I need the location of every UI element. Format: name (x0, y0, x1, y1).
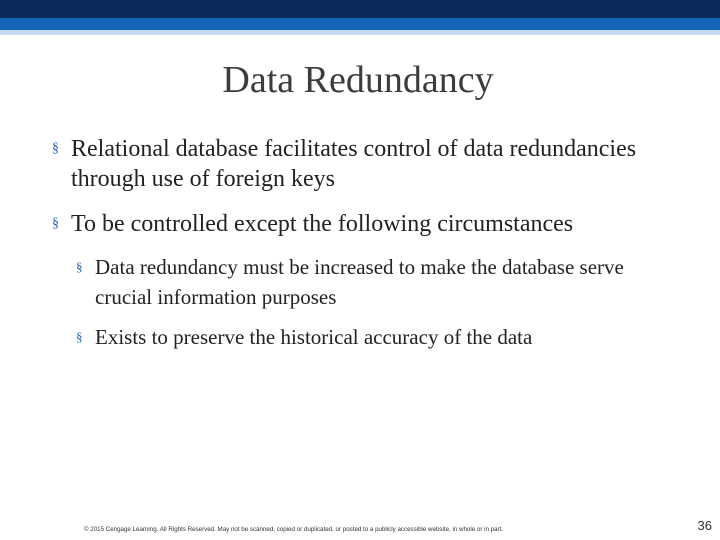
slide-title: Data Redundancy (222, 59, 494, 101)
bullet-text: Relational database facilitates control of data redundancies through use of foreign keys (71, 136, 637, 192)
bullet-marker-icon: § (76, 259, 83, 274)
header-bar-dark (0, 0, 720, 18)
bullet-item (52, 209, 692, 239)
header-bar-light (0, 30, 720, 35)
sub-bullet-item (76, 322, 686, 352)
bullet-marker-icon: § (52, 141, 59, 156)
bullet-marker-icon: § (52, 216, 59, 231)
copyright-footer: © 2015 Cengage Learning. All Rights Reserved. May not be scanned, copied or duplicated, or posted to a publicly accessible website, in whole or in part. (84, 526, 504, 533)
sub-bullet-text: Exists to preserve the historical accuracy of the data (95, 325, 533, 349)
sub-bullet-item (76, 252, 686, 312)
bullet-item (52, 134, 692, 194)
bullet-text: To be controlled except the following circumstances (71, 211, 574, 237)
slide-number: 36 (697, 518, 712, 533)
header-bar-blue (0, 18, 720, 30)
bullet-marker-icon: § (76, 329, 83, 344)
sub-bullet-text: Data redundancy must be increased to make the database serve crucial information purposes (95, 255, 624, 309)
